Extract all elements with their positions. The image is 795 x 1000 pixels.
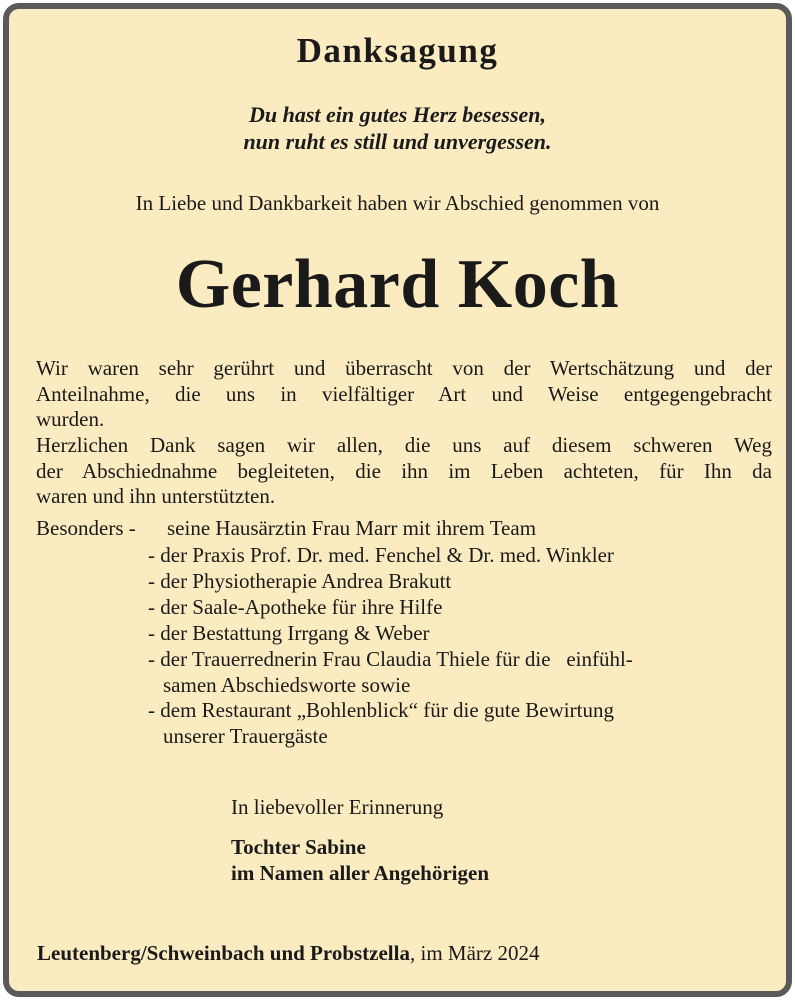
thanks-paragraph-2 — [36, 433, 772, 510]
intro-text: In Liebe und Dankbarkeit haben wir Abschied genommen von — [135, 191, 660, 215]
list-item: - der Praxis Prof. Dr. med. Fenchel & Dr. med. Winkler — [148, 543, 614, 567]
paragraph-line: wurden. — [36, 407, 105, 431]
date: , im März 2024 — [409, 941, 540, 965]
list-item-continuation: unserer Trauergäste — [163, 724, 328, 749]
list-item: - der Physiotherapie Andrea Brakutt — [148, 568, 452, 593]
signature — [231, 834, 489, 886]
paragraph-line: waren und ihn unterstützten. — [36, 484, 276, 508]
paragraph-line: der Abschiednahme begleiteten, die ihn im Leben achteten, für Ihn da — [36, 458, 772, 483]
list-item: - der Trauerrednerin Frau Claudia Thiele für die einfühl- — [148, 646, 633, 671]
signature-line: im Namen aller Angehörigen — [231, 861, 490, 885]
besonders-label: Besonders - — [36, 516, 136, 540]
list-item: - der Saale-Apotheke für ihre Hilfe — [148, 594, 443, 619]
list-item: - der Bestattung Irrgang & Weber — [148, 620, 430, 645]
places: Leutenberg/Schweinbach und Probstzella — [37, 941, 410, 965]
thanks-paragraph-1 — [36, 356, 772, 433]
deceased-name: Gerhard Koch — [175, 246, 620, 323]
notice-heading: Danksagung — [296, 31, 499, 70]
verse — [9, 101, 786, 155]
signature-line: Tochter Sabine — [231, 835, 366, 859]
verse-line: nun ruht es still und unvergessen. — [243, 129, 552, 154]
paragraph-line: Wir waren sehr gerührt und überrascht von der Wertschätzung und der — [36, 356, 772, 380]
paragraph-line: Herzlichen Dank sagen wir allen, die uns auf diesem schweren Weg — [36, 433, 772, 457]
closing-text: In liebevoller Erinnerung — [231, 795, 444, 819]
list-item: - dem Restaurant „Bohlenblick“ für die gute Bewirtung — [148, 698, 614, 723]
list-item-continuation: samen Abschiedsworte sowie — [163, 672, 411, 697]
place-date-line — [37, 941, 539, 966]
verse-line: Du hast ein gutes Herz besessen, — [248, 102, 547, 127]
thanks-item-first: seine Hausärztin Frau Marr mit ihrem Team — [167, 516, 537, 540]
paragraph-line: Anteilnahme, die uns in vielfältiger Art und Weise entgegengebracht — [36, 381, 772, 406]
thanks-list — [148, 543, 633, 750]
obituary-notice — [3, 3, 792, 997]
